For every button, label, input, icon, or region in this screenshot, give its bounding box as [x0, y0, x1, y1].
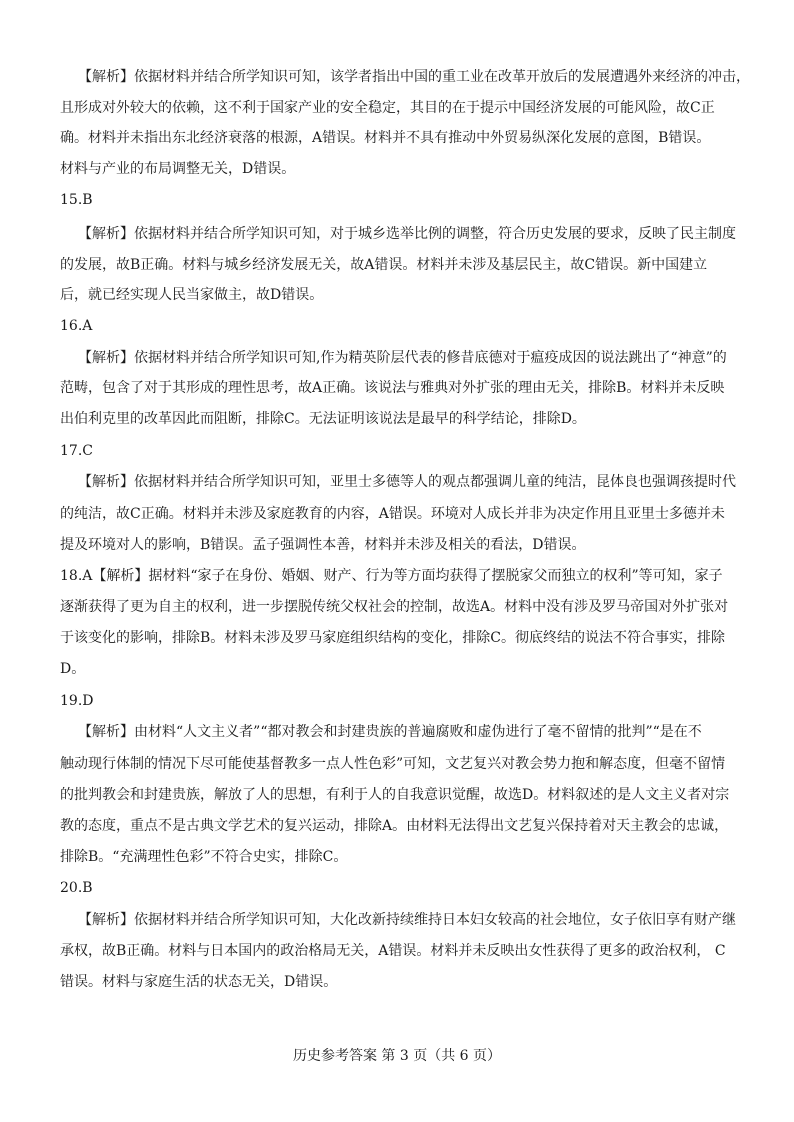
text-line: 范畴，包含了对于其形成的理性思考，故A正确。该说法与雅典对外扩张的理由无关，排除B。材料并未反映	[60, 380, 725, 396]
text-line: 出伯利克里的改革因此而阻断，排除C。无法证明该说法是最早的科学结论，排除D。	[60, 411, 586, 427]
text-line: 【解析】依据材料并结合所学知识可知，亚里士多德等人的观点都强调儿童的纯洁，昆体良也强调孩提时代	[78, 474, 736, 490]
text-line: 材料与产业的布局调整无关，D错误。	[60, 161, 296, 177]
question-number: 20.B	[60, 880, 93, 896]
text-line: 【解析】由材料“人文主义者”“都对教会和封建贵族的普遍腐败和虚伪进行了毫不留情的批判”“是在不	[78, 724, 702, 740]
text-line: 承权，故B正确。材料与日本国内的政治格局无关，A错误。材料并未反映出女性获得了更多的政治权利， C	[60, 943, 726, 959]
text-line: 【解析】依据材料并结合所学知识可知，该学者指出中国的重工业在改革开放后的发展遭遇外来经济的冲击，	[78, 69, 750, 85]
text-line: 逐渐获得了更为自主的权利，进一步摆脱传统父权社会的控制，故选A。材料中没有涉及罗马帝国对外扩张对	[60, 599, 729, 615]
text-line: 教的态度，重点不是古典文学艺术的复兴运动，排除A。由材料无法得出文艺复兴保持着对天主教会的忠诚，	[60, 818, 729, 834]
text-line: 确。材料并未指出东北经济衰落的根源，A错误。材料并不具有推动中外贸易纵深化发展的意图，B错误。	[60, 130, 711, 146]
question-number: 15.B	[60, 192, 93, 208]
text-line: 的纯洁，故C正确。材料并未涉及家庭教育的内容，A错误。环境对人成长并非为决定作用且亚里士多德并未	[60, 506, 725, 522]
text-line: D。	[60, 661, 86, 677]
text-line: 且形成对外较大的依赖，这不利于国家产业的安全稳定，其目的在于提示中国经济发展的可能风险，故C正	[60, 100, 715, 116]
text-line: 排除B。“充满理性色彩”不符合史实，排除C。	[60, 849, 348, 865]
text-line: 错误。材料与家庭生活的状态无关，D错误。	[60, 974, 338, 990]
question-number: 19.D	[60, 693, 94, 709]
text-line: 的批判教会和封建贵族，解放了人的思想，有利于人的自我意识觉醒，故选D。材料叙述的是人文主义者对宗	[60, 787, 730, 803]
question-number: 17.C	[60, 443, 93, 459]
question-number: 16.A	[60, 318, 93, 334]
text-line: 触动现行体制的情况下尽可能使基督教多一点人性色彩”可知，文艺复兴对教会势力抱和解态度，但毫不留情	[60, 756, 726, 772]
text-line: 的发展，故B正确。材料与城乡经济发展无关，故A错误。材料并未涉及基层民主，故C错误。新中国建立	[60, 257, 708, 273]
text-line: 于该变化的影响，排除B。材料未涉及罗马家庭组织结构的变化，排除C。彻底终结的说法不符合事实，排除	[60, 630, 725, 646]
text-line: 【解析】依据材料并结合所学知识可知,作为精英阶层代表的修昔底德对于瘟疫成因的说法跳出了“神意”的	[78, 350, 727, 366]
page-footer: 历史参考答案 第 3 页（共 6 页）	[292, 1048, 502, 1064]
text-line: 提及环境对人的影响，B错误。孟子强调性本善，材料并未涉及相关的看法，D错误。	[60, 537, 586, 553]
text-line: 【解析】依据材料并结合所学知识可知，大化改新持续维持日本妇女较高的社会地位，女子依旧享有财产继	[78, 912, 736, 928]
text-line: 【解析】依据材料并结合所学知识可知，对于城乡选举比例的调整，符合历史发展的要求，反映了民主制度	[78, 226, 736, 242]
question-answer-line: 18.A【解析】据材料“家子在身份、婚姻、财产、行为等方面均获得了摆脱家父而独立的权利”等可知，家子	[60, 568, 723, 584]
text-line: 后，就已经实现人民当家做主，故D错误。	[60, 287, 324, 303]
